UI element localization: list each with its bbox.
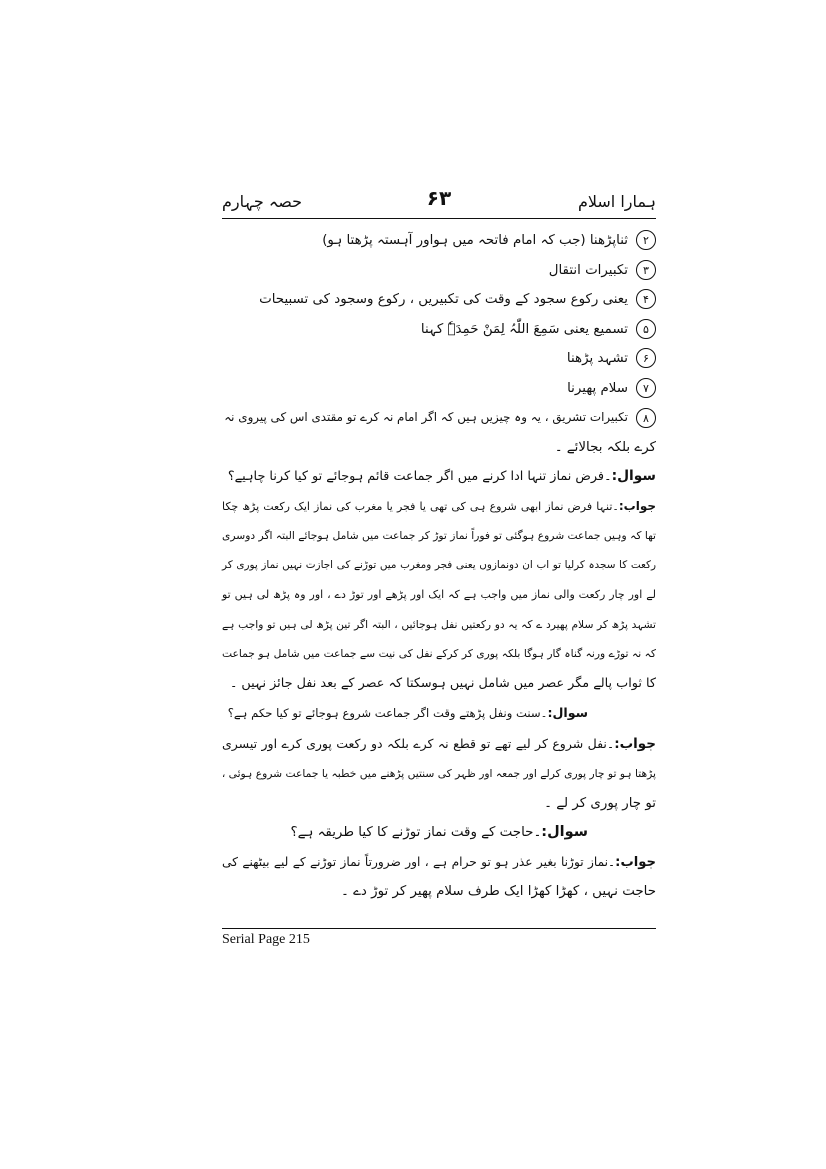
item-number: ۵: [636, 319, 656, 339]
answer-label: جواب:: [614, 735, 656, 752]
question: [222, 462, 656, 492]
answer-line: رکعت کا سجدہ کرلیا تو اب ان دونمازوں یعنی فجر ومغرب میں توڑنے کی اجازت نہیں نماز پوری کر: [222, 558, 656, 571]
question: [222, 818, 656, 848]
answer-text: ۔نفل شروع کر لیے تھے تو قطع نہ کرے بلکہ دو رکعت پوری کرے اور تیسری: [222, 735, 615, 751]
page-number: ۶۳: [426, 186, 452, 210]
answer-line: کا ثواب پالے مگر عصر میں شامل نہیں ہوسکتا کہ عصر کے بعد نفل جائز نہیں ۔: [229, 675, 656, 691]
item-text: تکبیرات انتقال: [548, 262, 628, 278]
answer-text: ۔تنہا فرض نماز ابھی شروع ہی کی تھی یا فجر یا مغرب کی نماز ایک رکعت پڑھ چکا: [222, 499, 619, 513]
item-number: ۴: [636, 289, 656, 309]
question-label: سوال:: [611, 468, 656, 484]
item-number: ۳: [636, 260, 656, 280]
item-text: سلام پھیرنا: [567, 380, 628, 396]
question-text: ۔فرض نماز تنہا ادا کرنے میں اگر جماعت قائم ہوجائے تو کیا کرنا چاہیے؟: [227, 469, 612, 484]
answer-label: جواب:: [615, 854, 656, 870]
list-item: [222, 344, 656, 374]
answer-line: کہ نہ توڑے ورنہ گناہ گار ہوگا بلکہ پوری کر کرکے نفل کی نیت سے جماعت میں شامل ہو جماعت: [222, 647, 656, 660]
page-header: [222, 186, 656, 216]
item-text: ثناپڑھنا (جب کہ امام فاتحہ میں ہواور آہستہ پڑھتا ہو): [322, 233, 628, 248]
item-text: یعنی رکوع سجود کے وقت کی تکبیریں ، رکوع وسجود کی تسبیحات: [259, 292, 628, 307]
question-text: ۔سنت ونفل پڑھتے وقت اگر جماعت شروع ہوجائے تو کیا حکم ہے؟: [227, 706, 548, 720]
item-text: تسمیع یعنی سَمِعَ اللّٰہُ لِمَنْ حَمِدَہٗ کہنا: [420, 321, 628, 337]
main-text: [222, 222, 656, 907]
footer-rule: [222, 928, 656, 929]
item-text: تکبیرات تشریق ، یہ وہ چیزیں ہیں کہ اگر امام نہ کرے تو مقتدی اس کی پیروی نہ: [224, 410, 628, 424]
answer-line: تو چار پوری کر لے ۔: [544, 795, 656, 811]
question-label: سوال:: [541, 824, 588, 840]
item-continuation: کرے بلکہ بجالائے ۔: [554, 439, 656, 455]
item-number: ۷: [636, 378, 656, 398]
list-item: [222, 226, 656, 256]
question-text: ۔حاجت کے وقت نماز توڑنے کا کیا طریقہ ہے؟: [290, 825, 542, 840]
question: [222, 698, 656, 729]
answer-text: ۔نماز توڑنا بغیر عذر ہو تو حرام ہے ، اور ضرورتاً نماز توڑنے کے لیے بیٹھنے کی: [222, 854, 616, 869]
serial-page: Serial Page 215: [222, 932, 310, 947]
answer-line: تشہد پڑھ کر سلام پھیرد ے کہ یہ دو رکعتیں نفل ہوجائیں ، البتہ اگر تین پڑھ لی ہیں تو واجب ہے: [222, 617, 656, 631]
list-item: [222, 256, 656, 286]
list-item: [222, 374, 656, 404]
item-text: تشہد پڑھنا: [566, 351, 628, 366]
answer-line: [222, 492, 656, 522]
answer-line: لے اور چار رکعت والی نماز میں واجب ہے کہ ایک اور پڑھے اور توڑ دے ، اور وہ پڑھ لی ہیں تو: [222, 588, 656, 601]
list-item: [222, 403, 656, 433]
item-number: ۶: [636, 348, 656, 368]
item-number: ۲: [636, 230, 656, 250]
answer-line: حاجت نہیں ، کھڑا کھڑا ایک طرف سلام پھیر کر توڑ دے ۔: [340, 884, 656, 899]
answer-label: جواب:: [618, 498, 656, 513]
list-item: [222, 315, 656, 345]
header-rule: [222, 218, 656, 219]
answer-line: [222, 848, 656, 878]
section-title: حصہ چہارم: [222, 192, 302, 211]
answer-line: [222, 729, 656, 760]
item-number: ۸: [636, 408, 656, 428]
book-title: ہمارا اسلام: [577, 192, 656, 211]
question-label: سوال:: [547, 705, 588, 720]
answer-line: تھا کہ وہیں جماعت شروع ہوگئی تو فوراً نماز توڑ کر جماعت میں شامل ہوجائے البتہ اگر دوسری: [222, 529, 656, 542]
answer-line: پڑھتا ہو تو چار پوری کرلے اور جمعہ اور ظہر کی سنتیں پڑھنے میں خطبہ یا جماعت شروع ہوئی ،: [221, 767, 656, 780]
list-item: [222, 285, 656, 315]
